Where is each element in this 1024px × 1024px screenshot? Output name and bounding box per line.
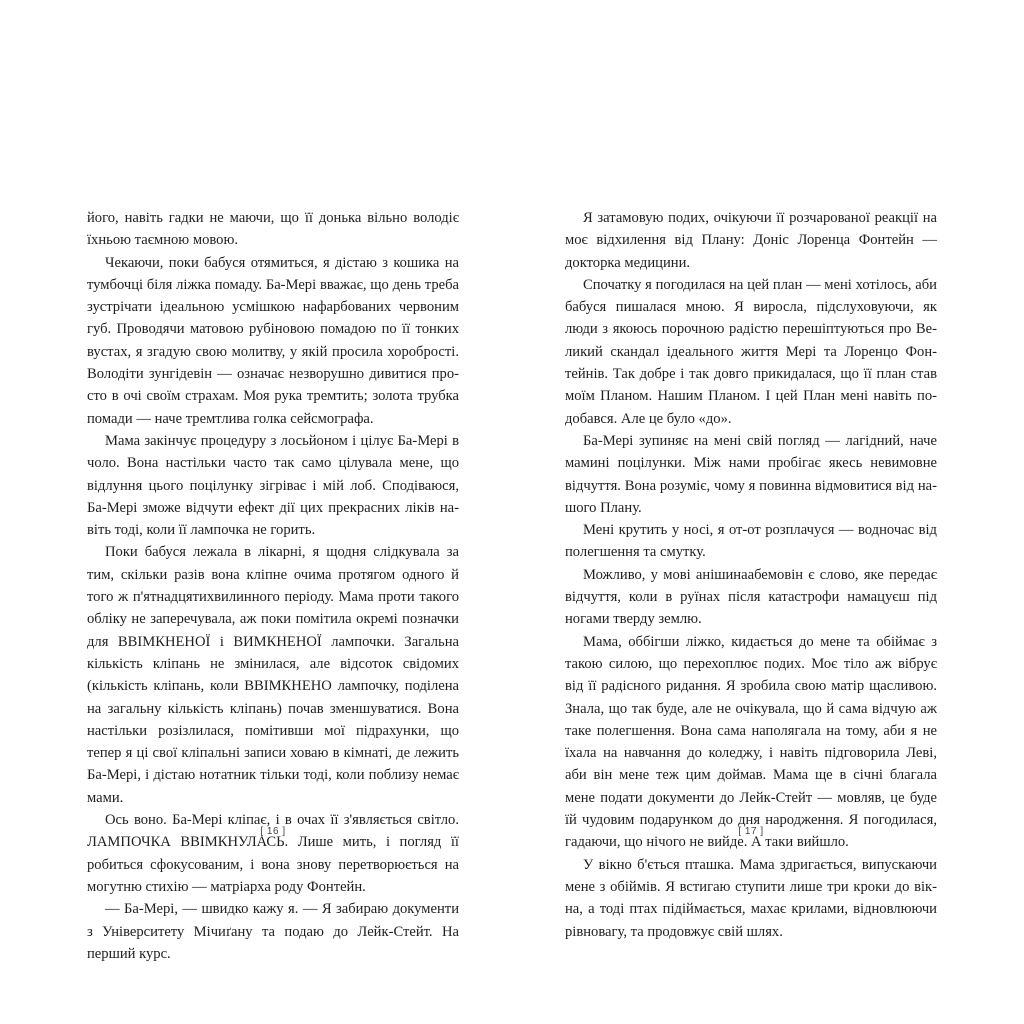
paragraph: Поки бабуся лежала в лікарні, я щодня слідкувала за тим, скільки разів вона кліпне очима протягом одного й того ж п'ятнадцятихвилинного періоду. Мама проти такого обліку не заперечувала, аж поки помітила окремі позначки для ВВІМКНЕНОЇ і ВИМКНЕНОЇ лампочки. Загальна кількість кліпань не змінилася, але відсоток свідомих (кількість кліпань, коли ВВІМКНЕНО лампочку, поділена на загальну кількість кліпань) почав зменшуватися. Вона настільки розізлилася, помітивши мої підрахунки, що тепер я ці свої кліпальні записи ховаю в кімнаті, де лежить Ба-Мері, і дістаю нотатник тільки тоді, коли поблизу немає мами.	[87, 544, 459, 806]
paragraph: Мама закінчує процедуру з лосьйоном і цілує Ба-Мері в чоло. Вона настільки часто так само цілувала мене, що відлуння цього поцілунку зігріває і мій лоб. Сподіваюся, Ба-Мері зможе відчути ефект дії цих прекрасних ліків навіть тоді, коли її лампочка не горить.	[87, 432, 459, 539]
paragraph: Я затамовую подих, очікуючи її розчарованої реакції на моє відхилення від Плану: Доніс Лоренца Фонтейн — докторка медицини.	[565, 210, 937, 271]
paragraph: У вікно б'ється пташка. Мама здригається, випускаючи мене з обіймів. Я встигаю ступити лише три кроки до вікна, а тоді птах підіймається, махає крилами, відновлюючи рівновагу, та продовжує свій шлях.	[565, 856, 937, 940]
left-page	[87, 207, 459, 965]
paragraph: його, навіть гадки не маючи, що її донька вільно володіє їхньою таємною мовою.	[87, 210, 459, 249]
page-number-right: [ 17 ]	[738, 826, 764, 837]
page-number-left: [ 16 ]	[260, 826, 286, 837]
paragraph: — Ба-Мері, — швидко кажу я. — Я забираю документи з Університету Мічиґану та подаю до Лейк-Стейт. На перший курс.	[87, 901, 459, 962]
paragraph: Мама, оббігши ліжко, кидається до мене та обіймає з такою силою, що перехоплює подих. Моє тіло аж вібрує від її радісного ридання. Я зробила свою матір щасливою. Знала, що так буде, але не очікувала, що й сама відчую аж таке полегшення. Вона сама наполягала на тому, аби я не їхала на навчання до коледжу, і навіть підговорила Леві, аби він мене теж цим доймав. Мама ще в січні благала мене подати документи до Лейк-Стейт — мовляв, це буде їй чудовим подарунком до дня народження. Я погодилася, гадаючи, що нічого не вийде. А таки вийшло.	[565, 633, 937, 851]
paragraph: Спочатку я погодилася на цей план — мені хотілось, аби бабуся пишалася мною. Я виросла, підслуховуючи, як люди з якоюсь порочною радістю перешіптуються про Великий скандал ідеального життя Мері та Лоренцо Фонтейнів. Так добре і так довго прикидалася, що її план став моїм Планом. Нашим Планом. І цей План мені навіть подобався. Але це було «до».	[565, 276, 937, 427]
paragraph: Мені крутить у носі, я от-от розплачуся — водночас від полегшення та смутку.	[565, 522, 937, 561]
paragraph: Ось воно. Ба-Мері кліпає, і в очах її з'являється світло. ЛАМПОЧКА ВВІМКНУЛАСЬ. Лише мить, і погляд її робиться сфокусованим, і вона знову перетворюється на могутню стихію — матріарха роду Фонтейн.	[87, 812, 459, 895]
paragraph: Ба-Мері зупиняє на мені свій погляд — лагідний, наче мамині поцілунки. Між нами пробігає якесь невимовне відчуття. Вона розуміє, чому я повинна відмовитися від нашого Плану.	[565, 432, 937, 516]
paragraph: Можливо, у мові анішинаабемовін є слово, яке передає відчуття, коли в руїнах після катастрофи намацуєш під ногами тверду землю.	[565, 566, 937, 628]
paragraph: Чекаючи, поки бабуся отямиться, я дістаю з кошика на тумбочці біля ліжка помаду. Ба-Мері вважає, що день треба зустрічати ідеальною усмішкою нафарбованих червоним губ. Проводячи матовою рубіновою помадою по її тонких вустах, я згадую свою молитву, у якій просила хоробрості. Володіти зунгідевін — означає незворушно дивитися просто в очі своїм страхам. Моя рука тремтить; золота трубка помади — наче тремтлива голка сейсмографа.	[87, 254, 459, 427]
